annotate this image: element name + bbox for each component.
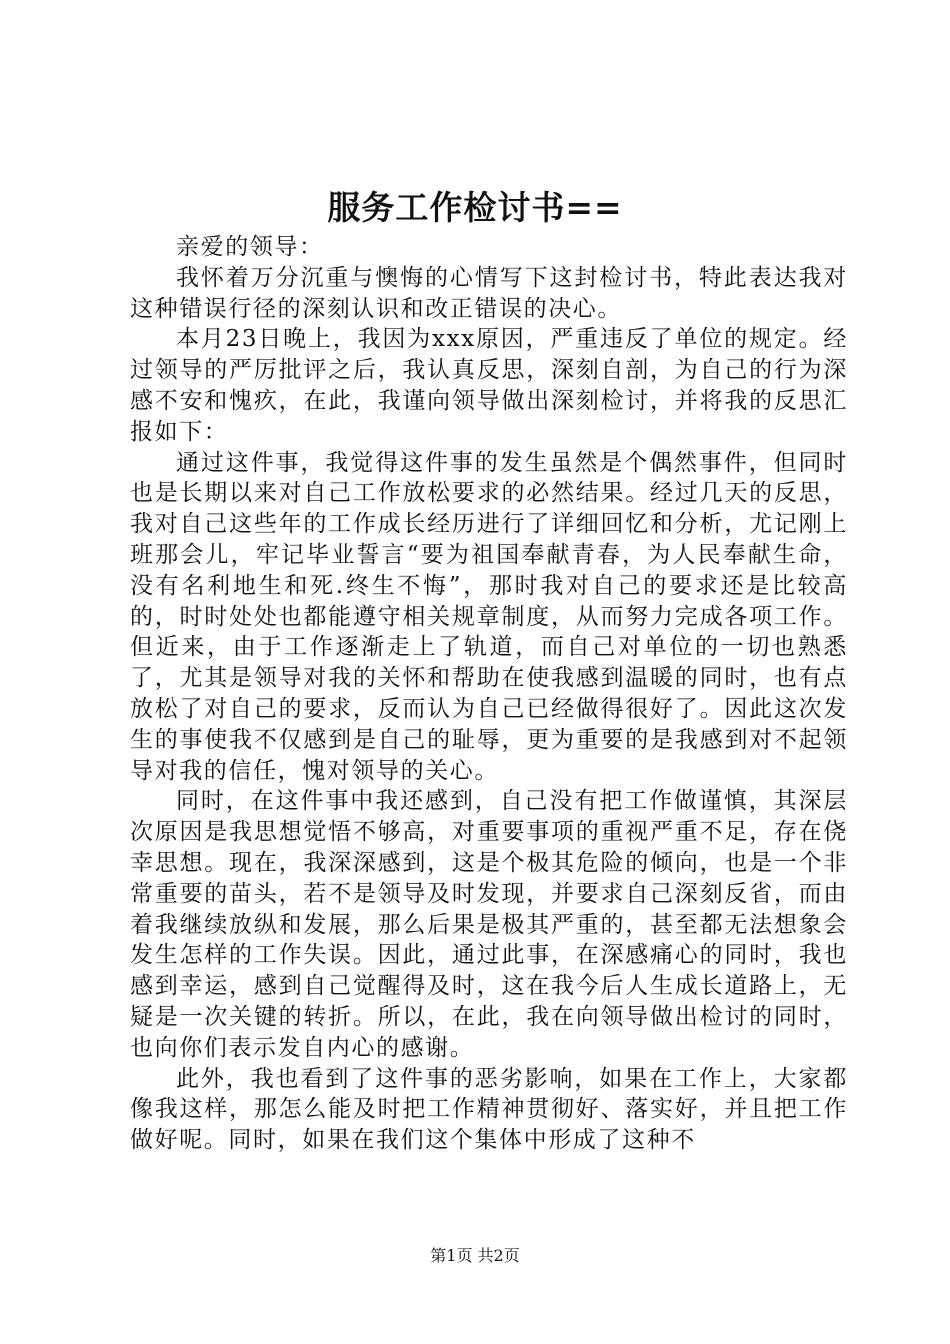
paragraph-impact: 此外，我也看到了这件事的恶劣影响，如果在工作上，大家都像我这样，那怎么能及时把工作精神贯彻好、落实好，并且把工作做好呢。同时，如果在我们这个集体中形成了这种不: [130, 1065, 848, 1154]
paragraph-incident: 本月23日晚上，我因为xxx原因，严重违反了单位的规定。经过领导的严厉批评之后，我认真反思，深刻自剖，为自己的行为深感不安和愧疚，在此，我谨向领导做出深刻检讨，并将我的反思汇报如下：: [130, 326, 848, 445]
page-footer: 第1页 共2页: [430, 1246, 520, 1265]
document-body: [130, 232, 848, 1156]
paragraph-root-cause: 同时，在这件事中我还感到，自己没有把工作做谨慎，其深层次原因是我思想觉悟不够高，对重要事项的重视严重不足，存在侥幸思想。现在，我深深感到，这是个极其危险的倾向，也是一个非常重要的苗头，若不是领导及时发现，并要求自己深刻反省，而由着我继续放纵和发展，那么后果是极其严重的，甚至都无法想象会发生怎样的工作失误。因此，通过此事，在深感痛心的同时，我也感到幸运，感到自己觉醒得及时，这在我今后人生成长道路上，无疑是一次关键的转折。所以，在此，我在向领导做出检讨的同时，也向你们表示发自内心的感谢。: [130, 788, 848, 1061]
salutation: 亲爱的领导：: [176, 234, 324, 260]
paragraph-reflection: 通过这件事，我觉得这件事的发生虽然是个偶然事件，但同时也是长期以来对自己工作放松要求的必然结果。经过几天的反思，我对自己这些年的工作成长经历进行了详细回忆和分析，尤记刚上班那会儿，牢记毕业誓言“要为祖国奉献青春，为人民奉献生命，没有名利地生和死.终生不悔”，那时我对自己的要求还是比较高的，时时处处也都能遵守相关规章制度，从而努力完成各项工作。但近来，由于工作逐渐走上了轨道，而自己对单位的一切也熟悉了，尤其是领导对我的关怀和帮助在使我感到温暖的同时，也有点放松了对自己的要求，反而认为自己已经做得很好了。因此这次发生的事使我不仅感到是自己的耻辱，更为重要的是我感到对不起领导对我的信任，愧对领导的关心。: [130, 449, 848, 784]
document-title: 服务工作检讨书==: [327, 188, 623, 227]
paragraph-intro: 我怀着万分沉重与懊悔的心情写下这封检讨书，特此表达我对这种错误行径的深刻认识和改正错误的决心。: [130, 264, 848, 322]
